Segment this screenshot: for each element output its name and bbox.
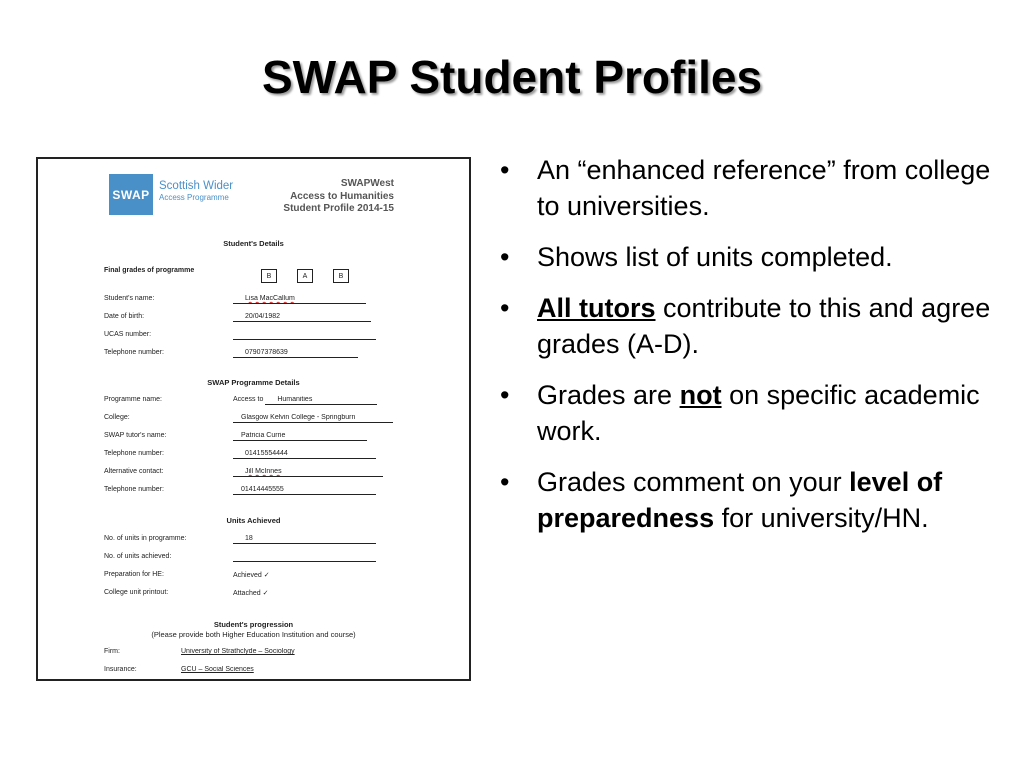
logo-line1: Scottish Wider — [159, 180, 234, 192]
form-header-line2: Access to Humanities — [290, 190, 394, 202]
form-row — [104, 468, 464, 478]
student-profile-form — [36, 157, 471, 681]
field-value: 20/04/1982 — [233, 313, 371, 322]
grade-box: B — [261, 269, 277, 283]
bullet-text: contribute to this and agree grades (A-D). — [537, 293, 991, 359]
form-row — [104, 414, 464, 424]
field-label: Telephone number: — [104, 486, 164, 493]
bullet-marker: • — [500, 380, 510, 410]
field-label: Telephone number: — [104, 349, 164, 356]
field-value — [233, 468, 383, 477]
field-value: 01414445555 — [233, 486, 376, 495]
bullet-text: An “enhanced reference” from college to universities. — [537, 155, 991, 221]
bullet-marker: • — [500, 293, 510, 323]
bullet-text: for university/HN. — [714, 503, 929, 533]
form-row — [104, 313, 464, 323]
field-value — [233, 331, 376, 340]
form-row — [104, 450, 464, 460]
programme-details-heading: SWAP Programme Details — [207, 378, 300, 387]
field-label: Date of birth: — [104, 313, 145, 320]
form-row — [104, 589, 464, 599]
bullet-text: Shows list of units completed. — [537, 242, 893, 272]
form-row — [104, 295, 464, 305]
bullet-text: Grades are — [537, 380, 680, 410]
field-label: Firm: — [104, 648, 120, 655]
slide-title: SWAP Student Profiles — [261, 51, 763, 103]
field-value: GCU – Social Sciences — [181, 666, 254, 673]
form-row — [104, 553, 464, 563]
form-header-line3: Student Profile 2014-15 — [283, 203, 394, 214]
field-value-text: Lisa MacCallum — [245, 295, 295, 302]
bullet-marker: • — [500, 242, 510, 272]
bullet-marker: • — [500, 467, 510, 497]
bullet-item — [500, 464, 1000, 536]
grade-box: B — [333, 269, 349, 283]
bullet-marker: • — [500, 155, 510, 185]
form-header — [283, 178, 394, 216]
form-row — [104, 486, 464, 496]
form-row — [104, 396, 464, 406]
bullet-item — [500, 377, 1000, 449]
field-label: Student's name: — [104, 295, 155, 302]
field-value — [233, 295, 366, 304]
progression-subheading: (Please provide both Higher Education Institution and course) — [151, 630, 356, 639]
field-value-text: Humanities — [265, 396, 377, 405]
field-value — [233, 553, 376, 562]
swap-logo: SWAP — [109, 174, 153, 215]
field-label: College: — [104, 414, 130, 421]
field-value — [233, 396, 393, 405]
bullet-list — [500, 152, 1000, 551]
field-label: UCAS number: — [104, 331, 152, 338]
field-value: 18 — [233, 535, 376, 544]
form-header-line1: SWAPWest — [340, 178, 394, 189]
bullet-emphasis: not — [679, 380, 722, 410]
field-value: University of Strathclyde – Sociology — [181, 648, 295, 655]
field-value: Achieved ✓ — [233, 572, 270, 579]
bullet-emphasis: level of preparedness — [537, 467, 943, 533]
units-achieved-heading: Units Achieved — [226, 516, 281, 525]
field-label: SWAP tutor's name: — [104, 432, 167, 439]
progression-heading: Student's progression — [213, 620, 294, 629]
bullet-emphasis: All tutors — [537, 293, 656, 323]
field-label: Insurance: — [104, 666, 137, 673]
bullet-item — [500, 239, 1000, 275]
field-label: No. of units achieved: — [104, 553, 172, 560]
form-row — [104, 349, 464, 359]
field-prefix: Access to — [233, 396, 264, 403]
field-label: Telephone number: — [104, 450, 164, 457]
form-row — [104, 666, 464, 676]
swap-logo-text — [159, 180, 233, 204]
form-row — [104, 535, 464, 545]
field-value: Glasgow Kelvin College - Springburn — [233, 414, 393, 423]
field-label: Alternative contact: — [104, 468, 164, 475]
field-label: No. of units in programme: — [104, 535, 187, 542]
field-label: College unit printout: — [104, 589, 169, 596]
field-value: 01415554444 — [233, 450, 376, 459]
field-label: Preparation for HE: — [104, 571, 164, 578]
bullet-text: on specific academic work. — [537, 380, 980, 446]
form-row — [104, 432, 464, 442]
form-row — [104, 648, 464, 658]
field-value: Patricia Currie — [233, 432, 367, 441]
bullet-item — [500, 152, 1000, 224]
bullet-item — [500, 290, 1000, 362]
grade-box: A — [297, 269, 313, 283]
bullet-text: Grades comment on your — [537, 467, 850, 497]
field-value-text: Jill McInnes — [245, 468, 282, 475]
field-label: Programme name: — [104, 396, 162, 403]
final-grades-label: Final grades of programme — [104, 267, 195, 274]
logo-line2: Access Programme — [159, 193, 229, 202]
form-row — [104, 331, 464, 341]
students-details-heading: Student's Details — [223, 239, 284, 248]
field-value: Attached ✓ — [233, 590, 269, 597]
form-row — [104, 571, 464, 581]
field-value: 07907378639 — [233, 349, 358, 358]
